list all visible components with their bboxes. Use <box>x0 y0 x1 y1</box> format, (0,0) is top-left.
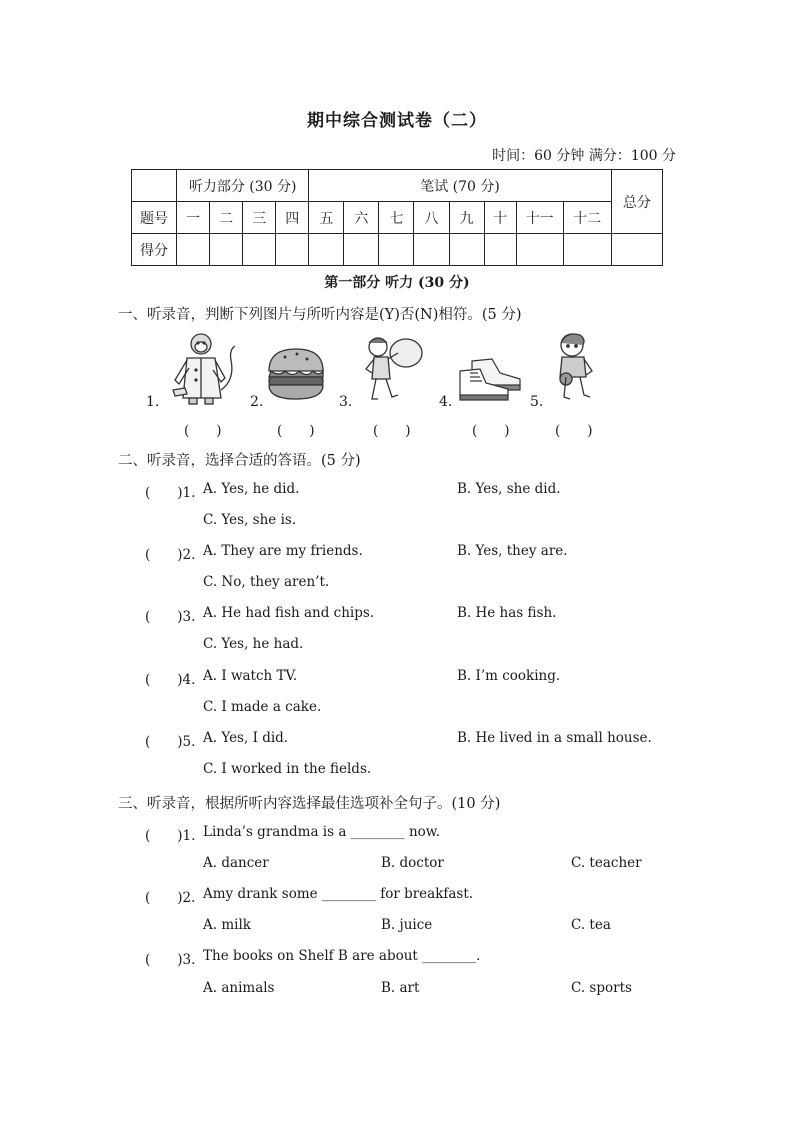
picture-number: 3. <box>339 394 353 410</box>
answer-blank[interactable]: ( ) <box>184 423 222 439</box>
picture-number: 4. <box>439 394 453 410</box>
score-cell[interactable] <box>563 234 611 266</box>
answer-blank[interactable]: ( ) <box>373 423 411 439</box>
option-a: A. He had fish and chips. <box>203 605 375 621</box>
answer-blank[interactable]: ( ) <box>472 423 510 439</box>
option-a: A. They are my friends. <box>203 543 363 559</box>
item-number: 三 <box>243 202 276 234</box>
question-prefix[interactable]: ( )1. <box>145 485 196 501</box>
answer-blank[interactable]: ( ) <box>555 423 593 439</box>
section1-heading: 一、听录音，判断下列图片与所听内容是(Y)否(N)相符。(5 分) <box>118 307 522 323</box>
score-cell[interactable] <box>276 234 309 266</box>
total-label: 总分 <box>611 170 662 234</box>
option-b: B. juice <box>381 917 433 933</box>
option-a: A. dancer <box>203 855 269 871</box>
question-prefix[interactable]: ( )1. <box>145 828 196 844</box>
option-a: A. animals <box>203 980 275 996</box>
option-b: B. He lived in a small house. <box>457 730 652 746</box>
listening-header: 听力部分 (30 分) <box>177 170 309 202</box>
score-cell[interactable] <box>414 234 449 266</box>
boy-with-basketball-icon <box>550 331 598 405</box>
option-b: B. art <box>381 980 420 996</box>
score-cell[interactable] <box>309 234 344 266</box>
option-c: C. I worked in the fields. <box>203 761 372 777</box>
question-prefix[interactable]: ( )2. <box>145 890 196 906</box>
score-cell[interactable] <box>379 234 414 266</box>
monkey-in-coat-icon <box>165 330 241 408</box>
item-number: 六 <box>344 202 379 234</box>
option-c: C. teacher <box>571 855 642 871</box>
option-c: C. tea <box>571 917 611 933</box>
option-a: A. milk <box>203 917 251 933</box>
option-b: B. I’m cooking. <box>457 668 561 684</box>
item-number: 二 <box>210 202 243 234</box>
option-b: B. Yes, she did. <box>457 481 561 497</box>
option-c: C. Yes, she is. <box>203 512 297 528</box>
item-number: 十二 <box>563 202 611 234</box>
score-cell[interactable] <box>516 234 563 266</box>
time-and-score-info: 时间：60 分钟 满分：100 分 <box>492 148 676 164</box>
score-row-label: 得分 <box>132 234 177 266</box>
option-a: A. I watch TV. <box>203 668 298 684</box>
option-c: C. Yes, he had. <box>203 636 304 652</box>
option-c: C. No, they aren’t. <box>203 574 330 590</box>
question-prefix[interactable]: ( )3. <box>145 952 196 968</box>
picture-number: 2. <box>250 394 264 410</box>
option-a: A. Yes, he did. <box>203 481 300 497</box>
answer-blank[interactable]: ( ) <box>277 423 315 439</box>
sneakers-icon <box>456 355 524 403</box>
page-title: 期中综合测试卷（二） <box>307 111 487 131</box>
item-number: 八 <box>414 202 449 234</box>
section3-heading: 三、听录音，根据所听内容选择最佳选项补全句子。(10 分) <box>118 796 501 812</box>
question-prefix[interactable]: ( )5. <box>145 734 196 750</box>
score-cell[interactable] <box>210 234 243 266</box>
item-number: 十一 <box>516 202 563 234</box>
question-prefix[interactable]: ( )3. <box>145 609 196 625</box>
option-c: C. I made a cake. <box>203 699 322 715</box>
score-cell[interactable] <box>177 234 210 266</box>
item-number: 一 <box>177 202 210 234</box>
hamburger-icon <box>265 345 327 403</box>
question-text: The books on Shelf B are about ________. <box>203 948 481 964</box>
writing-header: 笔试 (70 分) <box>309 170 612 202</box>
item-number: 九 <box>449 202 484 234</box>
question-prefix[interactable]: ( )4. <box>145 672 196 688</box>
score-cell[interactable] <box>243 234 276 266</box>
picture-number: 1. <box>146 394 160 410</box>
item-number: 四 <box>276 202 309 234</box>
part1-heading: 第一部分 听力 (30 分) <box>324 275 470 291</box>
boy-with-sack-icon <box>358 333 424 405</box>
question-text: Linda’s grandma is a ________ now. <box>203 824 441 840</box>
items-row-label: 题号 <box>132 202 177 234</box>
option-b: B. He has fish. <box>457 605 557 621</box>
picture-number: 5. <box>530 394 544 410</box>
question-prefix[interactable]: ( )2. <box>145 547 196 563</box>
question-text: Amy drank some ________ for breakfast. <box>203 886 474 902</box>
option-c: C. sports <box>571 980 632 996</box>
score-table-corner <box>132 170 177 202</box>
score-cell[interactable] <box>344 234 379 266</box>
score-cell[interactable] <box>449 234 484 266</box>
score-cell[interactable] <box>484 234 516 266</box>
item-number: 五 <box>309 202 344 234</box>
item-number: 七 <box>379 202 414 234</box>
section2-heading: 二、听录音，选择合适的答语。(5 分) <box>118 453 361 469</box>
item-number: 十 <box>484 202 516 234</box>
total-score-cell[interactable] <box>611 234 662 266</box>
score-table <box>131 169 663 266</box>
option-b: B. doctor <box>381 855 444 871</box>
option-a: A. Yes, I did. <box>203 730 289 746</box>
option-b: B. Yes, they are. <box>457 543 568 559</box>
